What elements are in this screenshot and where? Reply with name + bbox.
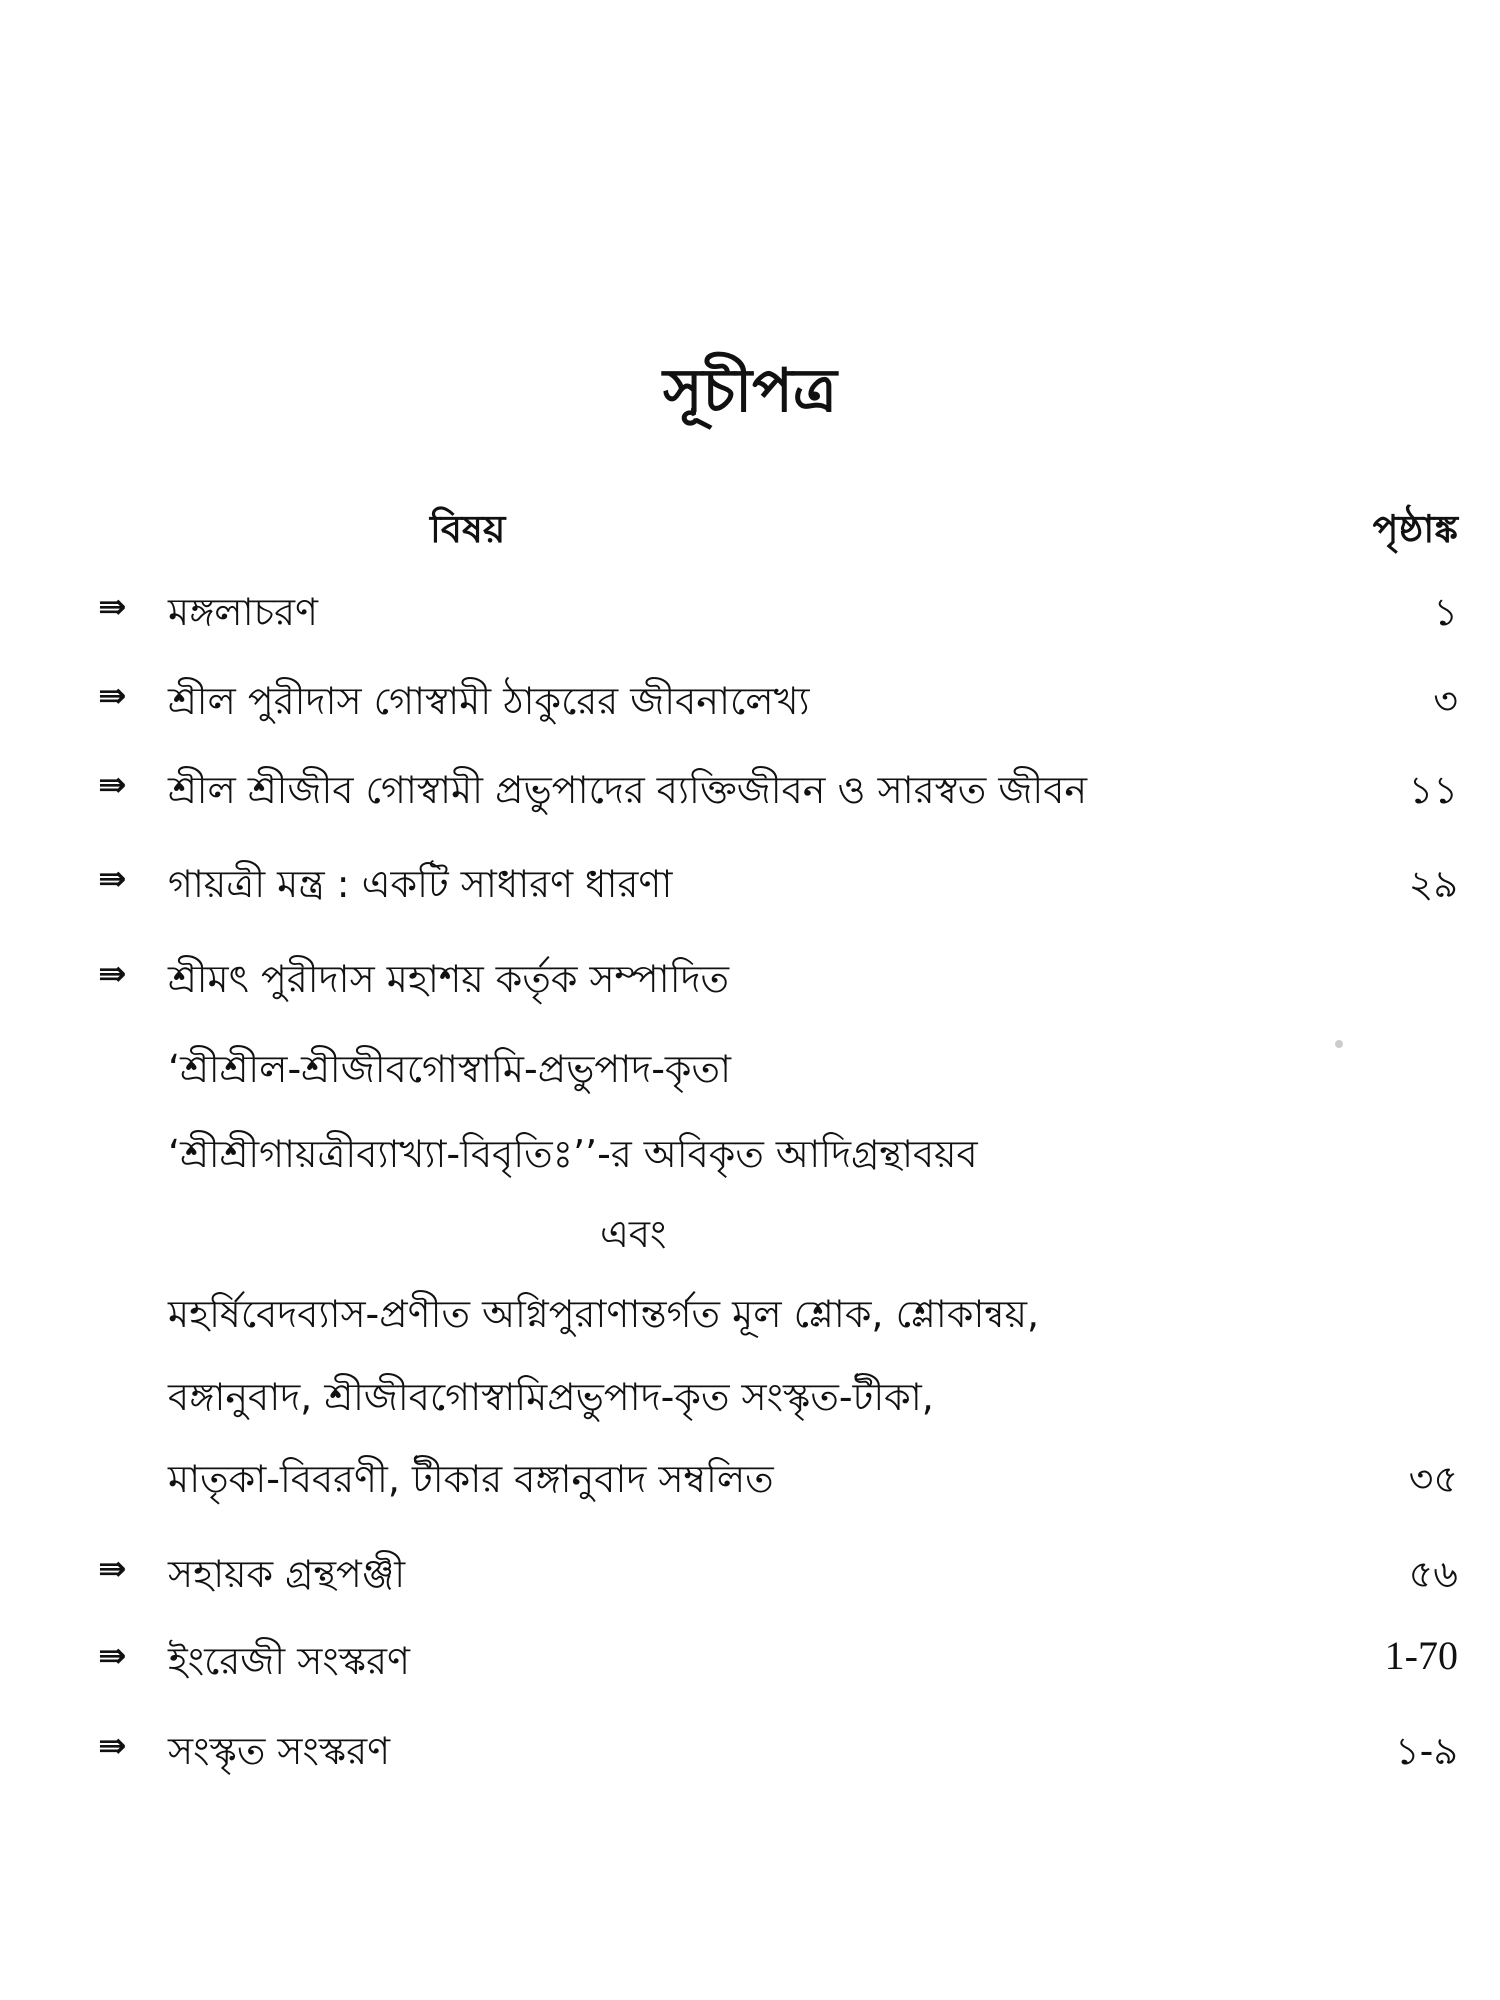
entry-page: ৩ [1433,679,1458,723]
arrow-icon: ⇛ [98,1636,127,1676]
scan-speck [1335,1040,1343,1048]
entry-continuation-line: ‘শ্রীশ্রীগায়ত্রীব্যাখ্যা-বিবৃতিঃ’’-র অবিকৃত আদিগ্রন্থাবয়ব [168,1132,978,1176]
toc-entry [0,672,1500,732]
arrow-icon: ⇛ [98,765,127,805]
arrow-icon: ⇛ [98,1549,127,1589]
entry-conjunction: এবং [600,1212,667,1256]
entry-title: শ্রীমৎ পুরীদাস মহাশয় কর্তৃক সম্পাদিত [168,957,730,1001]
entry-page: ২৯ [1408,862,1458,906]
toc-entry [0,1545,1500,1605]
entry-continuation-line: মহর্ষিবেদব্যাস-প্রণীত অগ্নিপুরাণান্তর্গত মূল শ্লোক, শ্লোকান্বয়, [168,1292,1040,1336]
entry-continuation-line: বঙ্গানুবাদ, শ্রীজীবগোস্বামিপ্রভুপাদ-কৃত সংস্কৃত-টীকা, [168,1375,934,1419]
toc-entry [0,950,1500,1010]
entry-title: ইংরেজী সংস্করণ [168,1639,410,1683]
toc-entry [0,1632,1500,1692]
entry-page: ১ [1433,590,1458,634]
entry-page: ১১ [1408,768,1458,812]
arrow-icon: ⇛ [98,1726,127,1766]
entry-continuation-line: মাতৃকা-বিবরণী, টীকার বঙ্গানুবাদ সম্বলিত [168,1457,774,1501]
toc-entry [0,583,1500,643]
arrow-icon: ⇛ [98,954,127,994]
entry-title: সহায়ক গ্রন্থপঞ্জী [168,1552,406,1596]
arrow-icon: ⇛ [98,676,127,716]
page-column-header: পৃষ্ঠাঙ্ক [1372,507,1458,551]
entry-title: গায়ত্রী মন্ত্র : একটি সাধারণ ধারণা [168,862,673,906]
entry-continuation-last [0,1450,1500,1510]
toc-entry [0,761,1500,821]
subject-column-header: বিষয় [430,507,506,551]
page-title: সূচীপত্র [663,356,837,426]
arrow-icon: ⇛ [98,587,127,627]
entry-title: মঙ্গলাচরণ [168,590,319,634]
arrow-icon: ⇛ [98,859,127,899]
entry-page: ১-৯ [1394,1729,1458,1773]
toc-entry [0,855,1500,915]
entry-page: ৩৫ [1408,1457,1458,1501]
entry-page: ৫৬ [1408,1552,1458,1596]
toc-entry [0,1722,1500,1782]
entry-title: শ্রীল শ্রীজীব গোস্বামী প্রভুপাদের ব্যক্তিজীবন ও সারস্বত জীবন [168,768,1088,812]
entry-continuation-line: ‘শ্রীশ্রীল-শ্রীজীবগোস্বামি-প্রভুপাদ-কৃতা [168,1047,732,1091]
entry-page: 1-70 [1384,1633,1458,1678]
entry-title: শ্রীল পুরীদাস গোস্বামী ঠাকুরের জীবনালেখ্য [168,679,810,723]
entry-title: সংস্কৃত সংস্করণ [168,1729,391,1773]
